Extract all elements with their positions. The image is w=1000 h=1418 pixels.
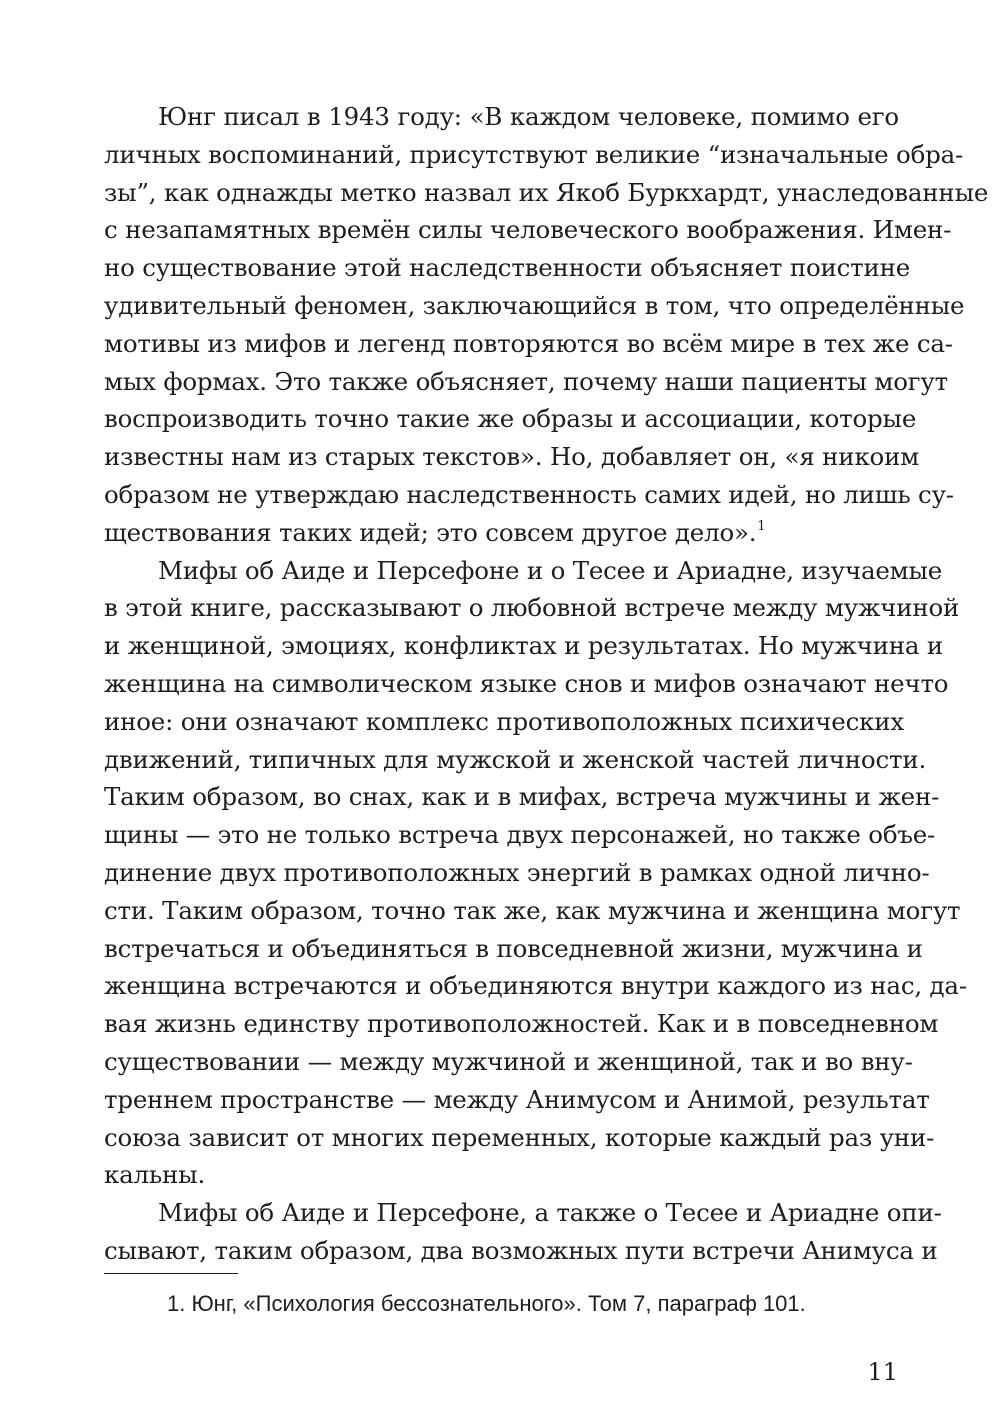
text-line: ществования таких идей; это совсем другое дело».$^1$ [104, 517, 766, 547]
text-line: динение двух противоположных энергий в рамках одной лично- [104, 857, 930, 887]
text-line: союза зависит от многих переменных, которые каждый раз уни- [104, 1122, 935, 1152]
text-line: иное: они означают комплекс противоположных психических [104, 706, 904, 736]
text-line: но существование этой наследственности объясняет поистине [104, 253, 911, 283]
text-line: Мифы об Аиде и Персефоне, а также о Тесее и Ариадне опи- [158, 1198, 942, 1228]
text-line: вая жизнь единству противоположностей. Как и в повседневном [104, 1009, 939, 1039]
text-line: мых формах. Это также объясняет, почему наши пациенты могут [104, 366, 949, 396]
text-line: существовании — между мужчиной и женщиной, так и во вну- [104, 1046, 913, 1076]
footnote-reference[interactable]: 1 [757, 518, 766, 534]
text-line: Юнг писал в 1943 году: «В каждом человеке, помимо его [158, 102, 899, 131]
text-line: щины — это не только встреча двух персонажей, но также объе- [104, 820, 936, 850]
text-line: Мифы об Аиде и Персефоне и о Тесее и Ариадне, изучаемые [158, 555, 943, 585]
body-text [104, 98, 989, 1270]
text-line: воспроизводить точно такие же образы и ассоциации, которые [104, 404, 917, 434]
text-line: и женщиной, эмоциях, конфликтах и результатах. Но мужчина и [104, 631, 943, 661]
text-line: с незапамятных времён силы человеческого воображения. Имен- [104, 215, 952, 245]
text-line: движений, типичных для мужской и женской частей личности. [104, 744, 927, 774]
paragraph [104, 1194, 942, 1270]
footnote: 1. Юнг, «Психология бессознательного». Том 7, параграф 101. [167, 1291, 806, 1316]
text-line: сти. Таким образом, точно так же, как мужчина и женщина могут [104, 895, 961, 925]
text-line: известны нам из старых текстов». Но, добавляет он, «я никоим [104, 442, 920, 472]
text-line: мотивы из мифов и легенд повторяются во всём мире в тех же са- [104, 328, 953, 358]
footnote-divider [104, 1273, 238, 1274]
text-line: кальны. [104, 1160, 206, 1190]
text-line: женщина встречаются и объединяются внутри каждого из нас, да- [104, 971, 967, 1001]
text-line: Таким образом, во снах, как и в мифах, встреча мужчины и жен- [104, 782, 940, 812]
paragraph [104, 98, 989, 552]
paragraph [104, 552, 967, 1195]
text-line: личных воспоминаний, присутствуют великие “изначальные обра- [104, 139, 964, 169]
text-line: зы”, как однажды метко назвал их Якоб Буркхардт, унаследованные [104, 177, 989, 207]
text-line: сывают, таким образом, два возможных пути встречи Анимуса и [104, 1235, 938, 1265]
text-line: образом не утверждаю наследственность самих идей, но лишь су- [104, 479, 954, 509]
text-line: женщина на символическом языке снов и мифов означают нечто [104, 668, 949, 698]
text-line: встречаться и объединяться в повседневной жизни, мужчина и [104, 933, 923, 963]
text-line: в этой книге, рассказывают о любовной встрече между мужчиной [104, 593, 960, 623]
page-number: 11 [867, 1358, 898, 1386]
text-line: треннем пространстве — между Анимусом и Анимой, результат [104, 1084, 930, 1114]
text-line: удивительный феномен, заключающийся в том, что определённые [104, 290, 965, 320]
